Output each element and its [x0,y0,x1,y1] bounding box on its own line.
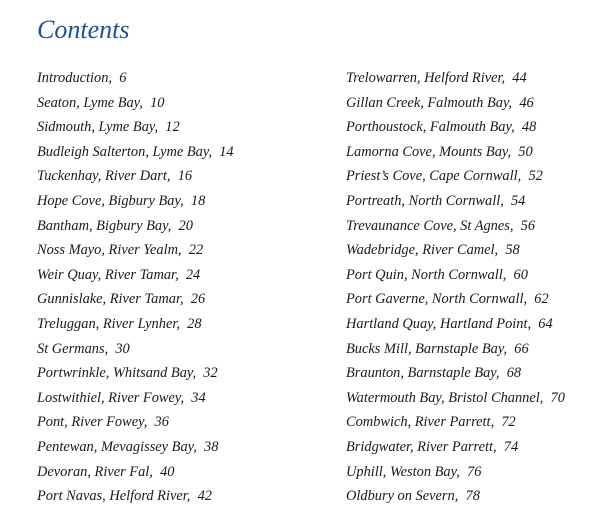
toc-entry[interactable]: Noss Mayo, River Yealm, 22 [37,242,204,259]
toc-entry[interactable]: Hope Cove, Bigbury Bay, 18 [37,192,206,209]
toc-entry-page: 42 [197,488,212,505]
toc-entry[interactable]: St Germans, 30 [37,340,130,357]
toc-entry-title: Porthoustock, Falmouth Bay [346,119,512,136]
toc-entry-page: 34 [191,389,206,406]
toc-entry-page: 28 [187,315,202,332]
toc-entry[interactable]: Trevaunance Cove, St Agnes, 56 [346,217,536,234]
toc-entry[interactable]: Introduction, 6 [37,70,127,86]
toc-entry-title: Oldbury on Severn [346,488,455,505]
toc-entry-title: Wadebridge, River Camel [346,242,495,259]
toc-entry[interactable]: Bridgwater, River Parrett, 74 [346,438,519,455]
toc-entry-title: Gillan Creek, Falmouth Bay [346,94,509,111]
toc-entry-page: 78 [465,488,480,505]
toc-entry-page: 6 [119,70,127,86]
toc-entry-title: Port Gaverne, North Cornwall [346,291,524,308]
toc-entry[interactable]: Seaton, Lyme Bay, 10 [37,94,165,111]
toc-entry-page: 12 [165,119,180,136]
toc-entry[interactable]: Treluggan, River Lynher, 28 [37,315,202,332]
toc-entry-title: Port Quin, North Cornwall [346,266,503,283]
toc-entry[interactable]: Oldbury on Severn, 78 [346,488,480,505]
toc-entry-page: 20 [178,217,193,234]
toc-entry-page: 18 [190,192,206,209]
toc-entry-title: Sidmouth, Lyme Bay [37,119,155,136]
toc-entry-page: 48 [521,119,537,136]
toc-entry[interactable]: Port Gaverne, North Cornwall, 62 [346,291,549,308]
toc-entry[interactable]: Pont, River Fowey, 36 [37,414,169,431]
toc-entry-page: 44 [512,70,527,86]
toc-entry-title: Watermouth Bay, Bristol Channel [346,389,540,406]
toc-entry[interactable]: Gillan Creek, Falmouth Bay, 46 [346,94,534,111]
toc-entry-title: Pont, River Fowey [37,414,144,431]
toc-entry-page: 46 [519,94,534,111]
toc-entry-page: 38 [204,438,219,455]
toc-entry-page: 56 [520,217,536,234]
toc-entry-page: 10 [150,94,165,111]
toc-entry-page: 36 [154,414,169,431]
toc-entry[interactable]: Braunton, Barnstaple Bay, 68 [346,365,522,382]
toc-entry-title: Trelowarren, Helford River [346,70,502,86]
toc-entry[interactable]: Weir Quay, River Tamar, 24 [37,266,201,283]
toc-entry-title: St Germans [37,340,105,357]
toc-entry-title: Tuckenhay, River Dart [37,168,167,185]
toc-entry-title: Hartland Quay, Hartland Point [346,315,528,332]
toc-entry-title: Priest’s Cove, Cape Cornwall [346,168,518,185]
toc-entry-page: 22 [188,242,204,259]
toc-entry[interactable]: Uphill, Weston Bay, 76 [346,463,482,480]
toc-entry-page: 52 [528,168,543,185]
toc-entry[interactable]: Portwrinkle, Whitsand Bay, 32 [37,365,218,382]
toc-entry[interactable]: Hartland Quay, Hartland Point, 64 [346,315,553,332]
toc-entry[interactable]: Tuckenhay, River Dart, 16 [37,168,193,185]
toc-entry-page: 26 [190,291,206,308]
toc-entry-page: 30 [115,340,130,357]
toc-entry-title: Budleigh Salterton, Lyme Bay [37,143,209,160]
toc-entry[interactable]: Porthoustock, Falmouth Bay, 48 [346,119,537,136]
toc-entry[interactable]: Bucks Mill, Barnstaple Bay, 66 [346,340,529,357]
toc-entry-page: 14 [219,143,234,160]
toc-entry-page: 64 [538,315,553,332]
toc-entry[interactable]: Lostwithiel, River Fowey, 34 [37,389,206,406]
toc-entry-page: 70 [550,389,565,406]
toc-entry-title: Gunnislake, River Tamar [37,291,180,308]
toc-entry-title: Braunton, Barnstaple Bay [346,365,496,382]
toc-entry-title: Seaton, Lyme Bay [37,94,140,111]
toc-entry-page: 60 [513,266,528,283]
toc-entry-title: Noss Mayo, River Yealm [37,242,178,259]
toc-entry-title: Introduction [37,70,109,86]
toc-entry-page: 62 [534,291,549,308]
toc-entry-page: 24 [185,266,201,283]
page-title: Contents [37,15,130,44]
toc-entry-title: Bridgwater, River Parrett [346,438,493,455]
toc-entry-page: 50 [518,143,533,160]
toc-entry-title: Trevaunance Cove, St Agnes [346,217,510,234]
toc-entry[interactable]: Wadebridge, River Camel, 58 [346,242,520,259]
toc-entry-title: Bantham, Bigbury Bay [37,217,168,234]
toc-entry-page: 66 [514,340,529,357]
toc-entry-page: 68 [506,365,522,382]
toc-entry-page: 32 [203,365,218,382]
toc-entry-page: 72 [501,414,516,431]
toc-entry[interactable]: Devoran, River Fal, 40 [37,463,175,480]
contents-column-left [37,66,327,509]
toc-entry[interactable]: Port Navas, Helford River, 42 [37,488,212,505]
toc-entry-title: Lostwithiel, River Fowey [37,389,181,406]
toc-entry-title: Bucks Mill, Barnstaple Bay [346,340,504,357]
toc-entry[interactable]: Portreath, North Cornwall, 54 [346,192,526,209]
toc-entry-page: 54 [510,192,526,209]
toc-entry-title: Hope Cove, Bigbury Bay [37,192,181,209]
toc-entry-page: 40 [160,463,175,480]
toc-entry-page: 74 [503,438,519,455]
toc-entry[interactable]: Gunnislake, River Tamar, 26 [37,291,206,308]
toc-entry-title: Pentewan, Mevagissey Bay [37,438,194,455]
toc-entry-title: Combwich, River Parrett [346,414,491,431]
toc-entry[interactable]: Combwich, River Parrett, 72 [346,414,516,431]
toc-entry-page: 76 [467,463,482,480]
toc-entry[interactable]: Sidmouth, Lyme Bay, 12 [37,119,180,136]
toc-entry-page: 58 [505,242,520,259]
toc-entry-title: Port Navas, Helford River [37,488,187,505]
toc-entry-title: Lamorna Cove, Mounts Bay [346,143,508,160]
toc-entry[interactable]: Bantham, Bigbury Bay, 20 [37,217,193,234]
toc-entry-title: Portwrinkle, Whitsand Bay [37,365,193,382]
toc-entry[interactable]: Port Quin, North Cornwall, 60 [346,266,528,283]
toc-entry-page: 16 [177,168,193,185]
toc-entry[interactable]: Lamorna Cove, Mounts Bay, 50 [346,143,533,160]
toc-entry[interactable]: Watermouth Bay, Bristol Channel, 70 [346,389,565,406]
toc-entry-title: Uphill, Weston Bay [346,463,457,480]
toc-entry[interactable]: Budleigh Salterton, Lyme Bay, 14 [37,143,234,160]
toc-entry[interactable]: Trelowarren, Helford River, 44 [346,70,527,86]
toc-entry[interactable]: Pentewan, Mevagissey Bay, 38 [37,438,219,455]
toc-entry-title: Devoran, River Fal [37,463,150,480]
contents-column-right [346,66,596,509]
toc-entry-title: Weir Quay, River Tamar [37,266,176,283]
toc-entry-title: Portreath, North Cornwall [346,192,501,209]
toc-entry-title: Treluggan, River Lynher [37,315,177,332]
toc-entry[interactable]: Priest’s Cove, Cape Cornwall, 52 [346,168,543,185]
